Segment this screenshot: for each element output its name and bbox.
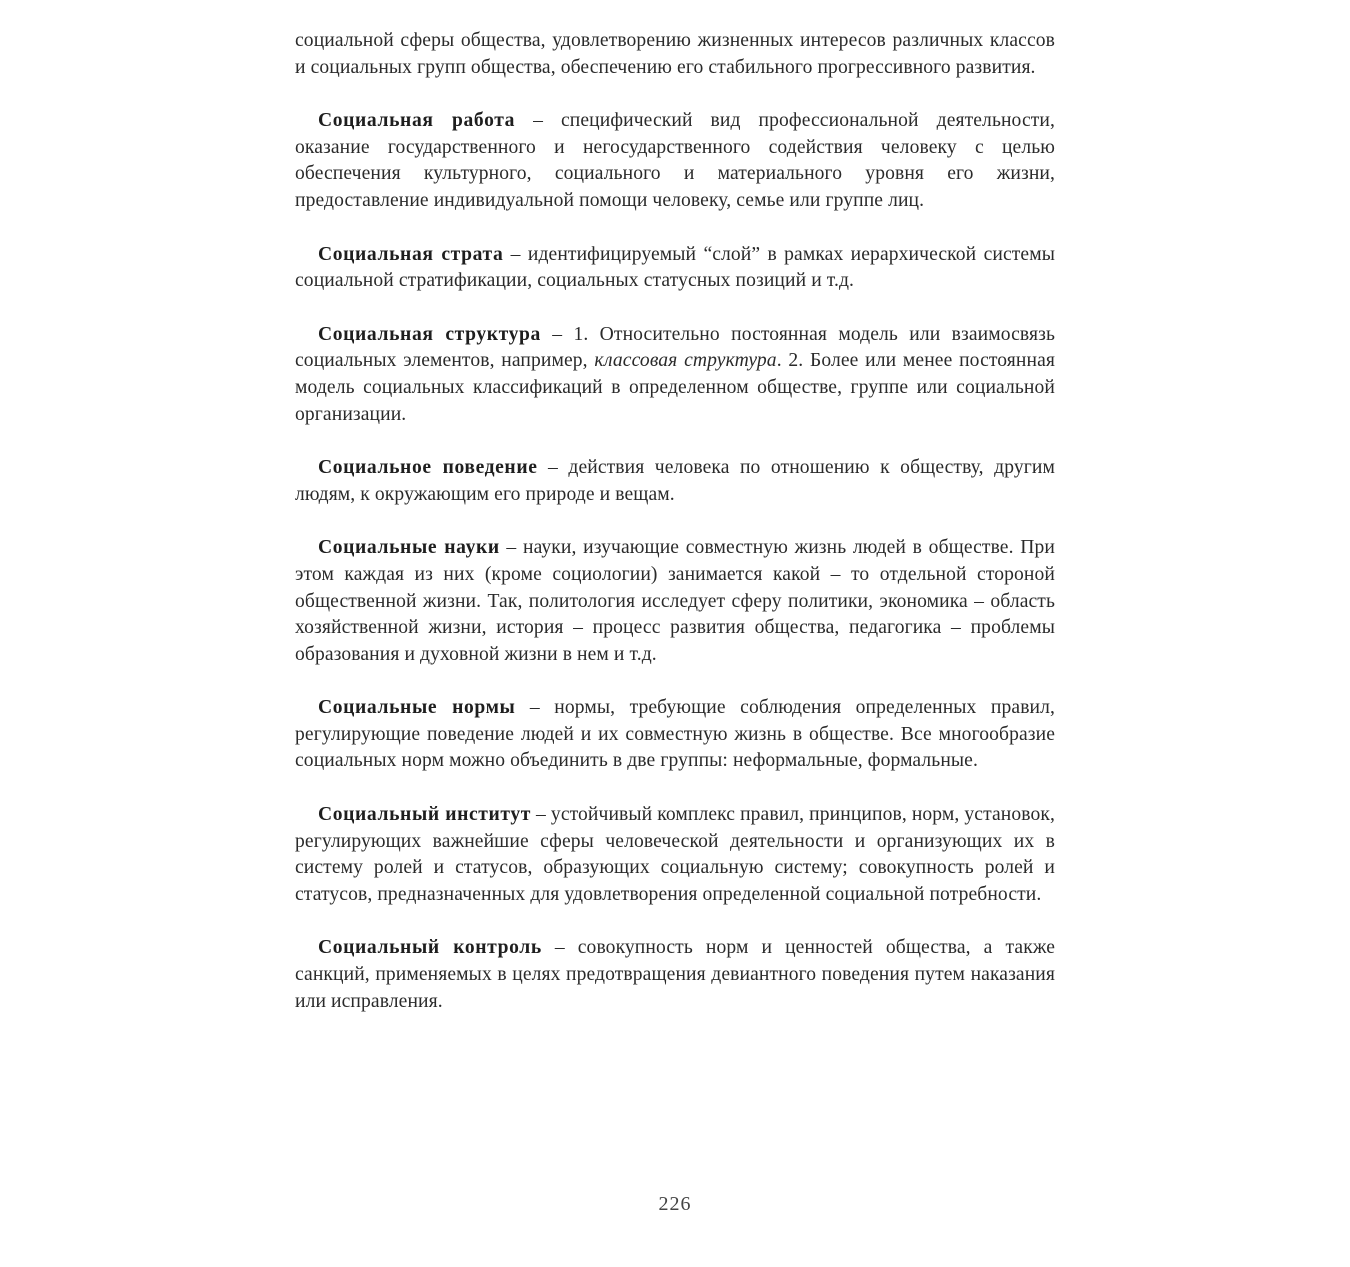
term: Социальная структура: [318, 323, 541, 345]
definition-text: устойчивый комплекс правил, принципов, норм, установок, регулирующих важнейшие сферы человеческой деятельности и организующих их в систему ролей и статусов, образующих социальную систему; совокупность ролей и статусов, предназначенных для удовлетворения определенной социальной потребности.: [295, 804, 1056, 905]
definition-text: совокупность норм и ценностей общества, а также санкций, применяемых в целях предотвращения девиантного поведения путем наказания или исправления.: [295, 937, 1055, 1012]
paragraph-text: социальной сферы общества, удовлетворению жизненных интересов различных классов и социальных групп общества, обеспечению его стабильного прогрессивного развития.: [295, 30, 1055, 78]
dash: –: [540, 323, 574, 345]
definition-text: науки, изучающие совместную жизнь людей в обществе. При этом каждая из них (кроме социологии) занимается какой – то отдельной стороной общественной жизни. Так, политология исследует сферу политики, экономика – область хозяйственной жизни, история – процесс развития общества, педагогика – проблемы образования и духовной жизни в нем и т.д.: [295, 537, 1055, 665]
dash: –: [541, 937, 578, 959]
emphasis-text: классовая структура: [594, 350, 777, 372]
definition-social-control: [295, 935, 1055, 1015]
definition-text: . 2. Более или менее постоянная модель социальных классификаций в определенном обществе, группе или социальной организации.: [295, 350, 1055, 425]
term: Социальный институт: [318, 804, 532, 826]
dash: –: [515, 697, 555, 719]
definition-text: идентифицируемый “слой” в рамках иерархической системы социальной стратификации, социальных статусных позиций и т.д.: [295, 243, 1055, 292]
term: Социальное поведение: [318, 457, 538, 479]
dash: –: [515, 110, 561, 132]
term: Социальные науки: [318, 537, 500, 559]
definition-text: 1. Относительно постоянная модель или взаимосвязь социальных элементов, например,: [295, 323, 1055, 372]
definition-social-sciences: [295, 535, 1055, 668]
definition-social-institution: [295, 802, 1055, 908]
definition-social-work: [295, 108, 1055, 214]
dash: –: [503, 243, 528, 265]
definition-text: специфический вид профессиональной деятельности, оказание государственного и негосударственного содействия человеку с целью обеспечения культурного, социального и материального уровня его жизни, предоставление индивидуальной помощи человеку, семье или группе лиц.: [295, 110, 1055, 211]
definition-text: действия человека по отношению к обществу, другим людям, к окружающим его природе и вещам.: [295, 457, 1055, 505]
dash: –: [531, 804, 551, 826]
book-page: [295, 28, 1055, 1042]
dash: –: [499, 537, 523, 559]
dash: –: [537, 457, 569, 479]
page-number: 226: [658, 1193, 692, 1215]
term: Социальные нормы: [318, 697, 516, 719]
term: Социальная работа: [318, 110, 516, 132]
term: Социальная страта: [318, 243, 504, 265]
definition-social-norms: [295, 695, 1055, 775]
definition-social-behavior: [295, 455, 1055, 508]
definition-social-stratum: [295, 242, 1055, 295]
definition-social-structure: [295, 322, 1055, 428]
definition-text: нормы, требующие соблюдения определенных правил, регулирующие поведение людей и их совместную жизнь в обществе. Все многообразие социальных норм можно объединить в две группы: неформальные, формальные.: [295, 697, 1056, 772]
paragraph-continuation: [295, 28, 1055, 81]
term: Социальный контроль: [318, 937, 542, 959]
